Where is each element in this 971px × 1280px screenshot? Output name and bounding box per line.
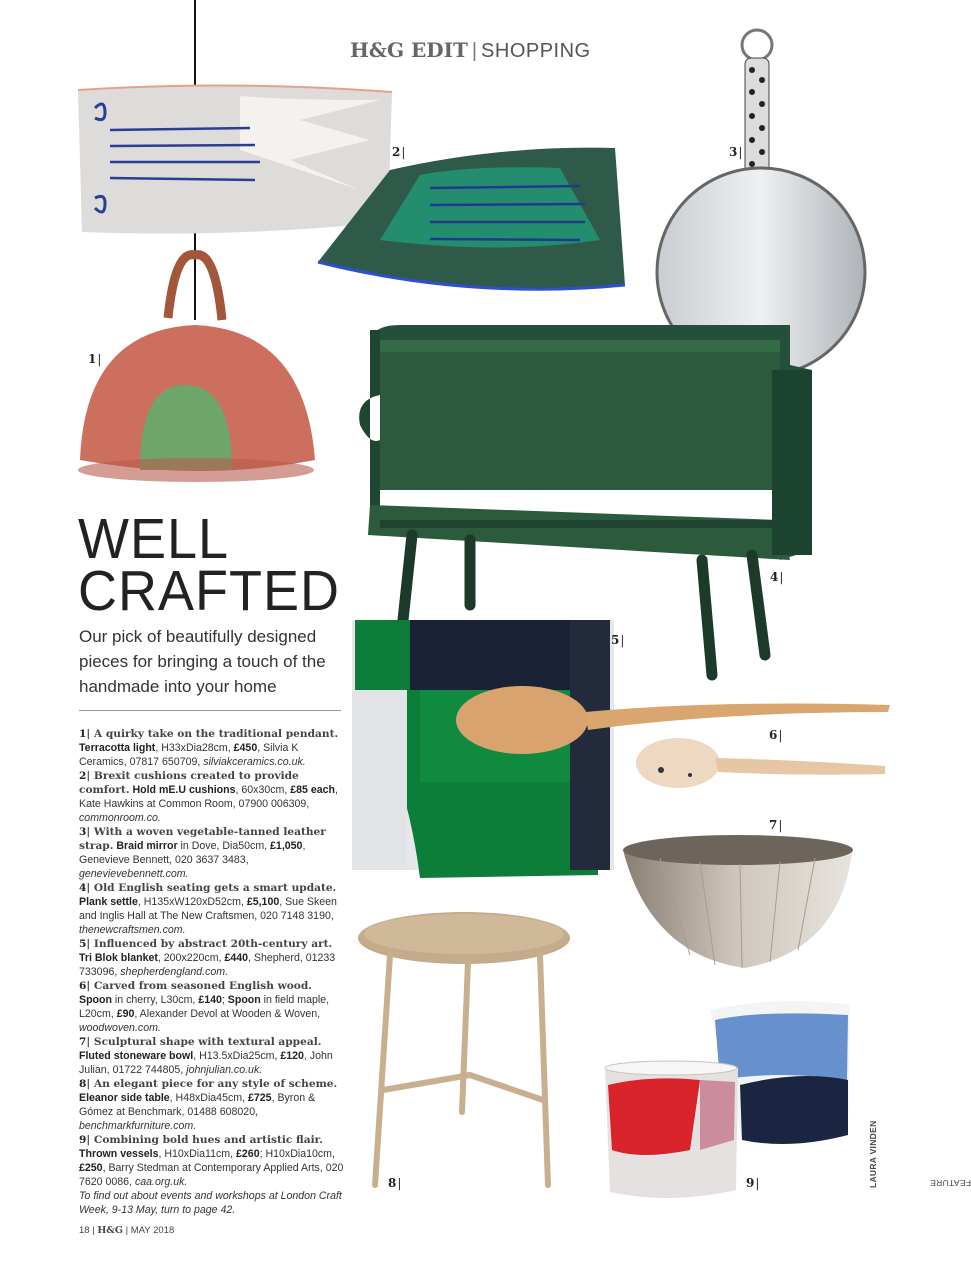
credit-entry: 9| Combining bold hues and artistic flair. Thrown vessels, H10xDia11cm, £260; H10xDia10cm, £250, Barry Stedman at Contemporary Applied Arts, 020 7620 0086, caa.org.uk. [79, 1134, 344, 1188]
website-link[interactable]: woodwoven.com. [79, 1022, 161, 1034]
price: £260 [236, 1148, 260, 1160]
website-link[interactable]: silviakceramics.co.uk. [203, 756, 306, 768]
folio-brand: H&G [97, 1225, 123, 1236]
title-line: CRAFTED [78, 559, 340, 623]
standfirst: Our pick of beautifully designed pieces for bringing a touch of the handmade into your home [79, 627, 326, 696]
braid-mirror [657, 30, 865, 376]
footnote: To find out about events and workshops at London Craft Week, 9-13 May, turn to page 42. [79, 1190, 342, 1216]
credit-entry: 5| Influenced by abstract 20th-century art. Tri Blok blanket, 200x220cm, £440, Shepherd, 01233 733096, shepherdengland.com. [79, 938, 336, 978]
credit-entry: 8| An elegant piece for any style of scheme. Eleanor side table, H48xDia45cm, £725, Byron & Gómez at Benchmark, 01488 608020, benchmarkfurniture.com. [79, 1078, 338, 1132]
product-credits [79, 727, 347, 1217]
magazine-brand: H&G EDIT [350, 38, 468, 62]
credit-entry: 2| Brexit cushions created to provide comfort. Hold mE.U cushions, 60x30cm, £85 each, Kate Hawkins at Common Room, 07900 006309, commonroom.co. [79, 770, 338, 824]
credit-entry: 6| Carved from seasoned English wood. Spoon in cherry, L30cm, £140; Spoon in field maple, L20cm, £90, Alexander Devol at Wooden & Woven, woodwoven.com. [79, 980, 330, 1034]
byline-name: LAURA VINDEN [868, 1120, 878, 1188]
product-name: Eleanor side table [79, 1092, 170, 1104]
website-link[interactable]: caa.org.uk. [134, 1176, 188, 1188]
cushion-light [78, 85, 392, 233]
feature-byline [868, 1085, 971, 1190]
price: £140 [198, 994, 222, 1006]
item-number: 2 | [392, 145, 405, 159]
fluted-stoneware-bowl [623, 835, 853, 968]
price: £120 [280, 1050, 304, 1062]
product-name: Tri Blok blanket [79, 952, 158, 964]
price: £85 each [290, 784, 336, 796]
credit-entry: 4| Old English seating gets a smart update. Plank settle, H135xW120xD52cm, £5,100, Sue Skeen and Inglis Hall at The New Craftsmen, 020 7148 3190, thenewcraftsmen.com. [79, 882, 337, 936]
price: £725 [247, 1092, 272, 1104]
item-number: 9 | [746, 1176, 759, 1190]
section-name: SHOPPING [481, 40, 591, 62]
price: £440 [224, 952, 249, 964]
credit-headline: 1| A quirky take on the traditional pendant. [79, 728, 339, 740]
website-link[interactable]: commonroom.co. [79, 812, 161, 824]
website-link[interactable]: johnjulian.co.uk. [186, 1064, 263, 1076]
item-number: 5 | [611, 633, 624, 647]
credit-headline: 2| Brexit cushions created to provide comfort. [79, 770, 299, 796]
product-name: Spoon [79, 994, 112, 1006]
product-name: Spoon [227, 994, 261, 1006]
product-name: Plank settle [79, 896, 138, 908]
item-number: 4 | [770, 570, 783, 584]
item-number: 3 | [729, 145, 742, 159]
price: £90 [116, 1008, 135, 1020]
credit-entry: 1| A quirky take on the traditional pendant. Terracotta light, H33xDia28cm, £450, Silvia K Ceramics, 07817 650709, silviakceramics.co.uk. [79, 728, 339, 768]
website-link[interactable]: genevievebennett.com. [79, 868, 189, 880]
price: £1,050 [270, 840, 303, 852]
credit-headline: 9| Combining bold hues and artistic flair. [79, 1134, 323, 1146]
terracotta-pendant-lamp [78, 255, 315, 482]
issue-date: MAY 2018 [130, 1225, 175, 1236]
product-name: Fluted stoneware bowl [79, 1050, 194, 1062]
tri-blok-blanket [352, 620, 614, 878]
credit-headline: 7| Sculptural shape with textural appeal. [79, 1036, 322, 1048]
price: £250 [79, 1162, 103, 1174]
credit-headline: 6| Carved from seasoned English wood. [79, 980, 312, 992]
price: £5,100 [246, 896, 280, 908]
item-number: 7 | [769, 818, 782, 832]
credit-headline: 3| With a woven vegetable-tanned leather strap. [79, 826, 326, 852]
page-title [78, 507, 340, 623]
eleanor-side-table [358, 912, 570, 1185]
page-folio: 18 | H&G | MAY 2018 [79, 1225, 175, 1236]
header-divider: | [471, 40, 478, 62]
thrown-vessels [605, 1001, 850, 1198]
product-name: Hold mE.U cushions [132, 784, 236, 796]
product-name: Braid mirror [116, 840, 178, 852]
website-link[interactable]: shepherdengland.com. [120, 966, 229, 978]
price: £450 [233, 742, 258, 754]
byline-label: FEATURE [929, 1178, 971, 1188]
credit-entry: 7| Sculptural shape with textural appeal. Fluted stoneware bowl, H13.5xDia25cm, £120, John Julian, 01722 744805, johnjulian.co.uk. [79, 1036, 333, 1076]
item-number: 6 | [769, 728, 782, 742]
title-line: WELL [78, 507, 230, 571]
product-name: Thrown vessels [79, 1148, 159, 1160]
item-number: 1 | [88, 352, 101, 366]
website-link[interactable]: thenewcraftsmen.com. [79, 924, 186, 936]
credit-headline: 5| Influenced by abstract 20th-century art. [79, 938, 333, 950]
website-link[interactable]: benchmarkfurniture.com. [79, 1120, 197, 1132]
credit-entry: 3| With a woven vegetable-tanned leather strap. Braid mirror in Dove, Dia50cm, £1,050, Genevieve Bennett, 020 3637 3483, genevievebennett.com. [79, 826, 326, 880]
divider [79, 710, 341, 711]
product-name: Terracotta light [79, 742, 156, 754]
item-number: 8 | [388, 1176, 401, 1190]
credit-headline: 8| An elegant piece for any style of scheme. [79, 1078, 338, 1090]
page-number: 18 [79, 1225, 90, 1236]
credit-headline: 4| Old English seating gets a smart update. [79, 882, 337, 894]
